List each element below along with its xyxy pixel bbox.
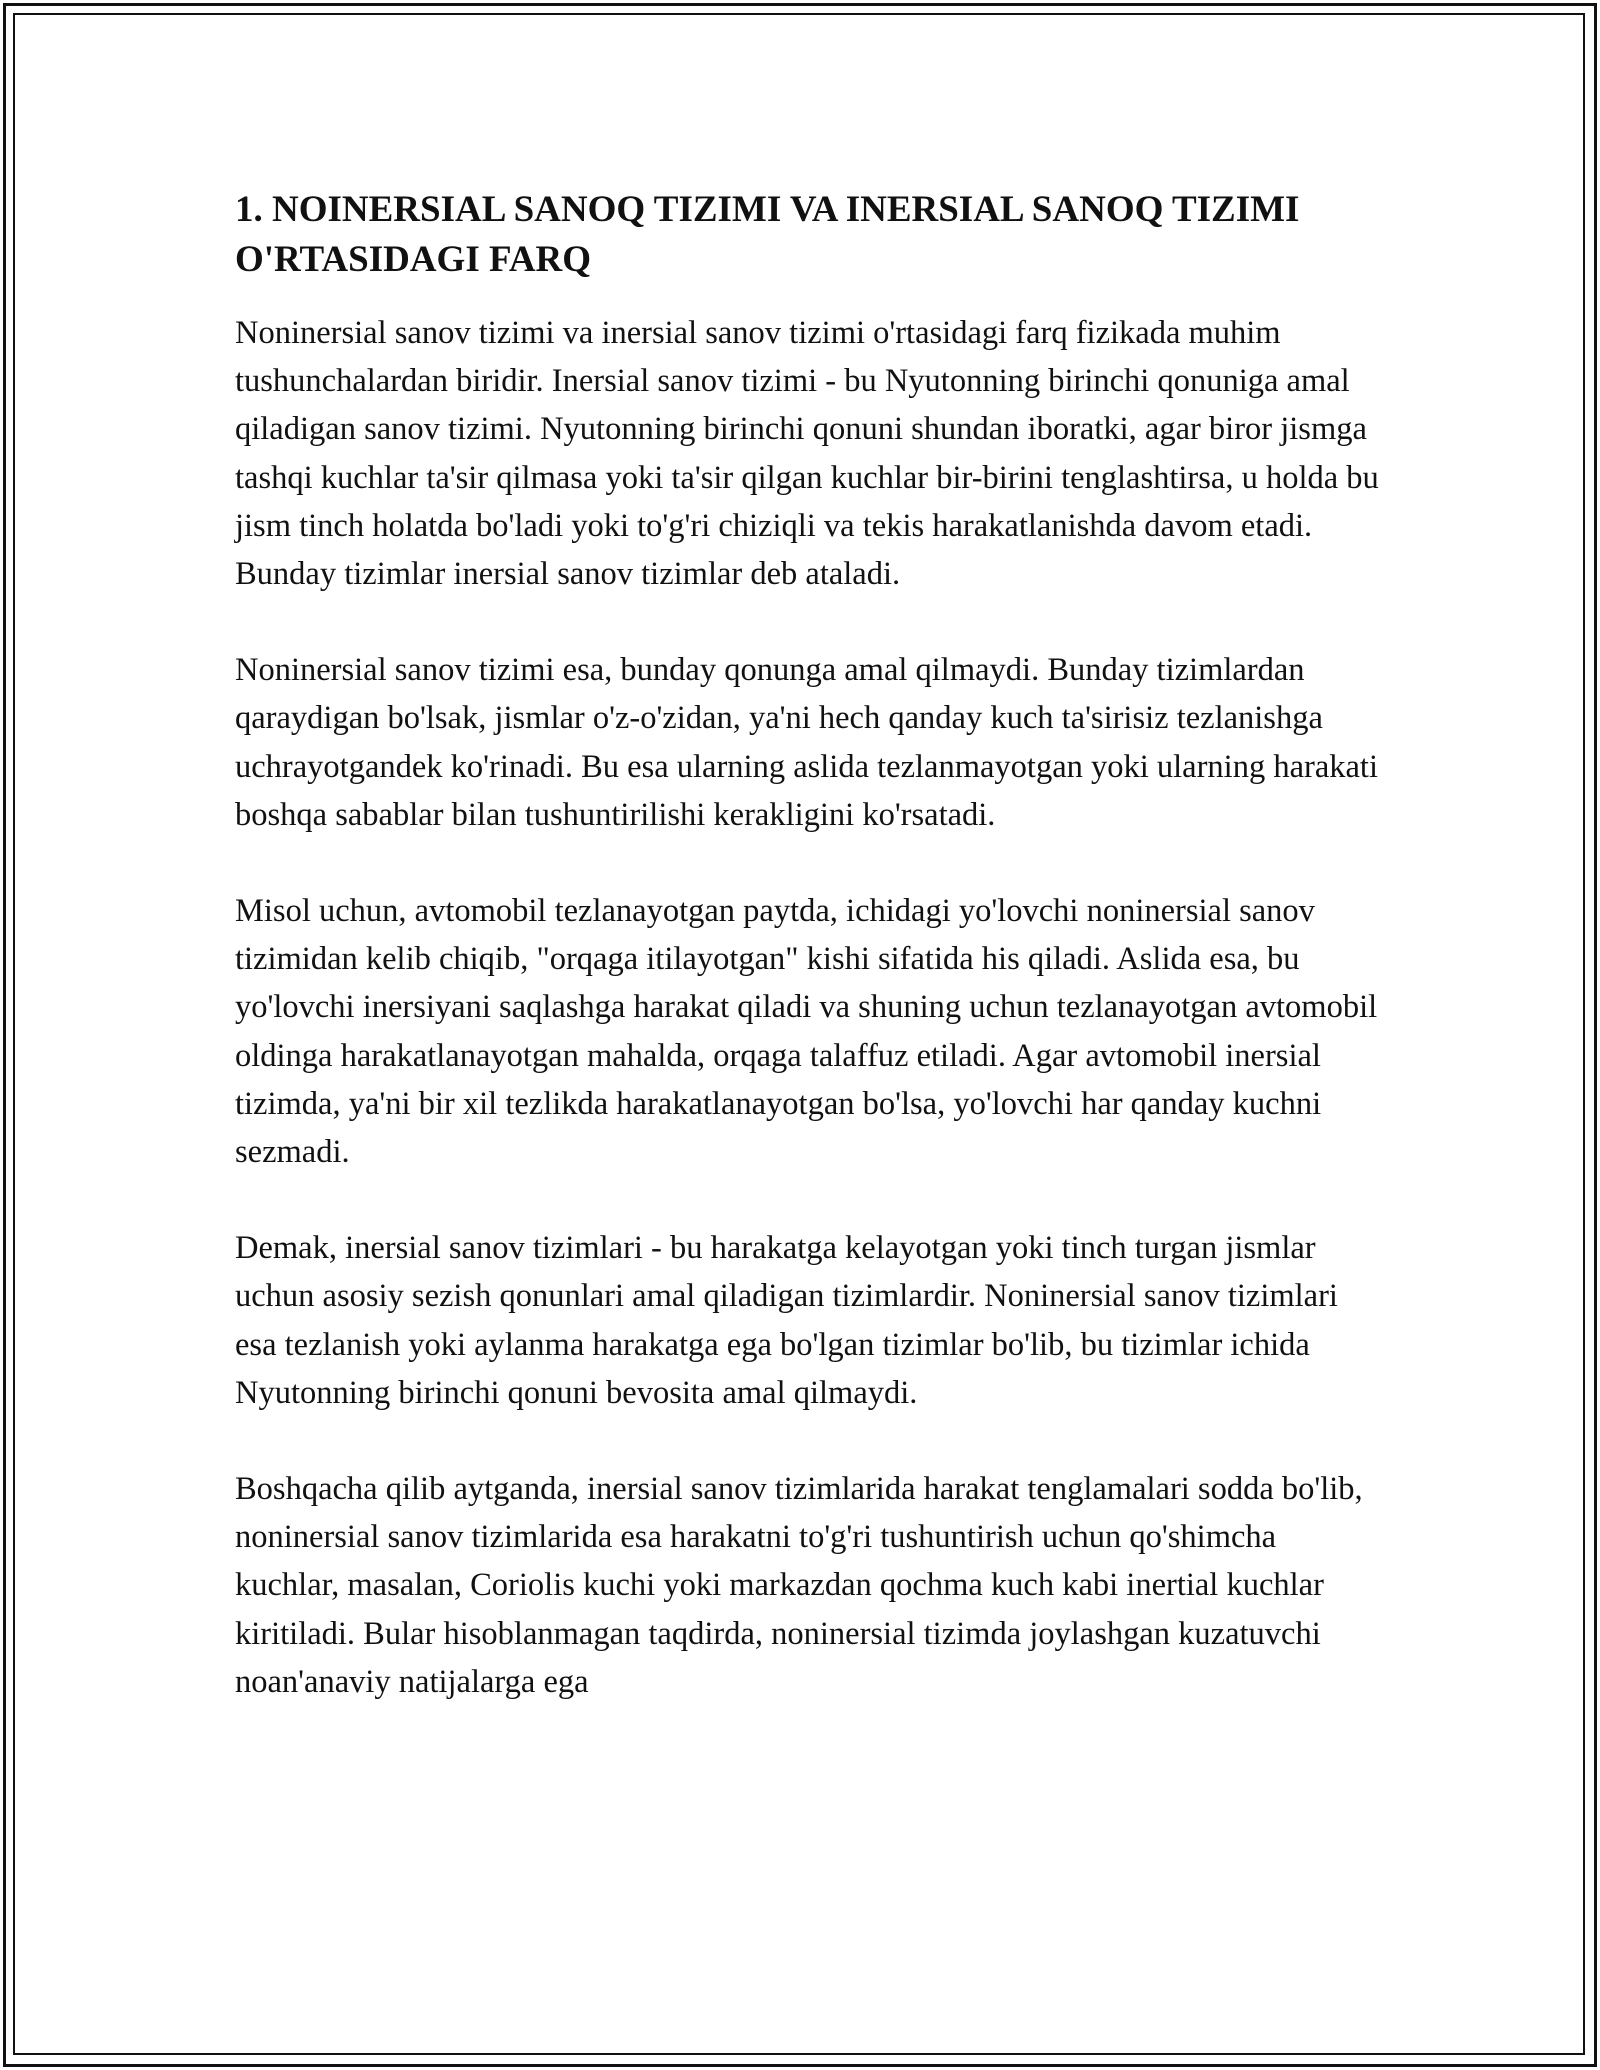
paragraph-5: Boshqacha qilib aytganda, inersial sanov tizimlarida harakat tenglamalari sodda bo'lib, noninersial sanov tizimlarida esa harakatni to'g'ri tushuntirish uchun qo'shimcha kuchlar, masalan, Coriolis kuchi yoki markazdan qochma kuch kabi inertial kuchlar kiritiladi. Bular hisoblanmagan taqdirda, noninersial tizimda joylashgan kuzatuvchi noan'anaviy natijalarga ega — [235, 1471, 1363, 1700]
paragraph-3: Misol uchun, avtomobil tezlanayotgan paytda, ichidagi yo'lovchi noninersial sanov tizimidan kelib chiqib, "orqaga itilayotgan" kishi sifatida his qiladi. Aslida esa, bu yo'lovchi inersiyani saqlashga harakat qiladi va shuning uchun tezlanayotgan avtomobil oldinga harakatlanayotgan mahalda, orqaga talaffuz etiladi. Agar avtomobil inersial tizimda, ya'ni bir xil tezlikda harakatlanayotgan bo'lsa, yo'lovchi har qanday kuchni sezmadi. — [235, 893, 1378, 1171]
section-heading: 1. NOINERSIAL SANOQ TIZIMI VA INERSIAL SANOQ TIZIMI O'RTASIDAGI FARQ — [235, 189, 1300, 280]
paragraph-4: Demak, inersial sanov tizimlari - bu harakatga kelayotgan yoki tinch turgan jismlar uchun asosiy sezish qonunlari amal qiladigan tizimlardir. Noninersial sanov tizimlari esa tezlanish yoki aylanma harakatga ega bo'lgan tizimlar bo'lib, bu tizimlar ichida Nyutonning birinchi qonuni bevosita amal qilmaydi. — [235, 1230, 1338, 1411]
document-body — [235, 185, 1385, 1754]
paragraph-2: Noninersial sanov tizimi esa, bunday qonunga amal qilmaydi. Bunday tizimlardan qaraydigan bo'lsak, jismlar o'z-o'zidan, ya'ni hech qanday kuch ta'sirisiz tezlanishga uchrayotgandek ko'rinadi. Bu esa ularning aslida tezlanmayotgan yoki ularning harakati boshqa sabablar bilan tushuntirilishi kerakligini ko'rsatadi. — [235, 652, 1378, 833]
paragraph-1: Noninersial sanov tizimi va inersial sanov tizimi o'rtasidagi farq fizikada muhim tushunchalardan biridir. Inersial sanov tizimi - bu Nyutonning birinchi qonuniga amal qiladigan sanov tizimi. Nyutonning birinchi qonuni shundan iboratki, agar biror jismga tashqi kuchlar ta'sir qilmasa yoki ta'sir qilgan kuchlar bir-birini tenglashtirsa, u holda bu jism tinch holatda bo'ladi yoki to'g'ri chiziqli va tekis harakatlanishda davom etadi. Bunday tizimlar inersial sanov tizimlar deb ataladi. — [235, 315, 1379, 593]
